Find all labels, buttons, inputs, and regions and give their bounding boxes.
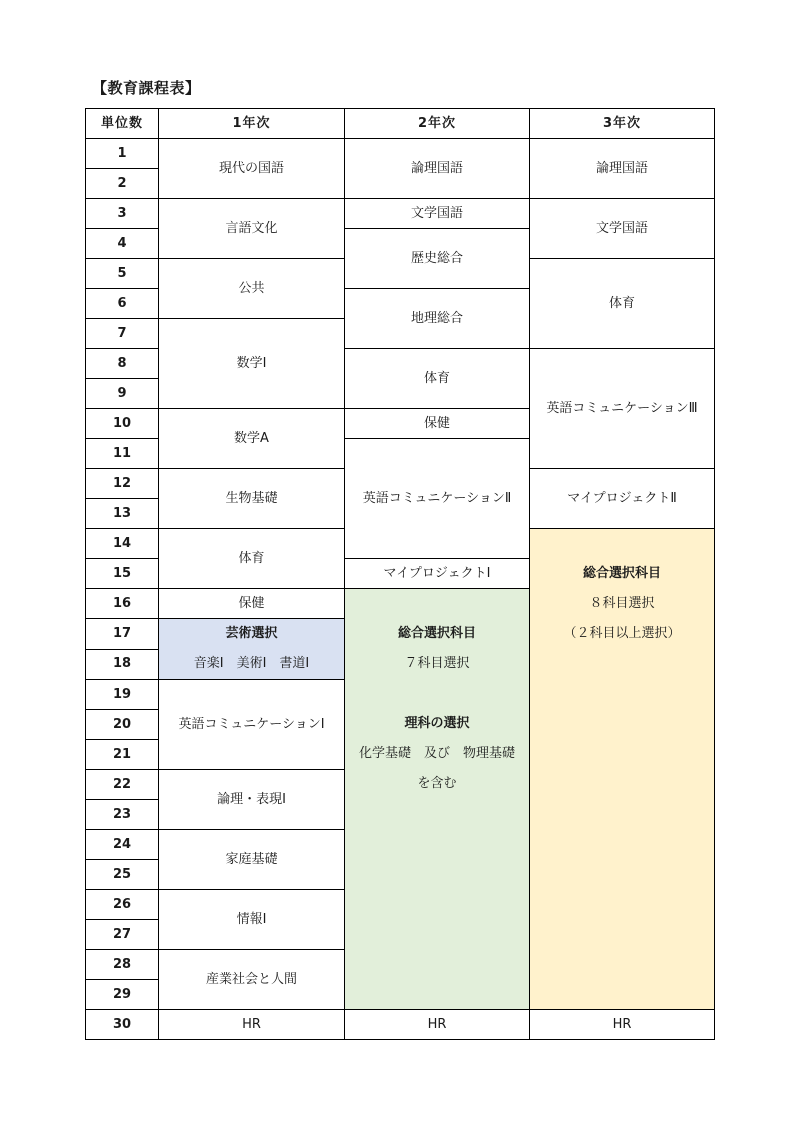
unit-number: 14 xyxy=(86,529,159,559)
y1-art-title: 芸術選択 xyxy=(225,626,278,641)
y2-hoken: 保健 xyxy=(345,409,530,439)
unit-number: 17 xyxy=(86,619,159,650)
unit-number: 6 xyxy=(86,289,159,319)
y3-taiiku: 体育 xyxy=(530,259,715,349)
unit-number: 4 xyxy=(86,229,159,259)
y3-bungaku-kokugo: 文学国語 xyxy=(530,199,715,259)
header-units: 単位数 xyxy=(86,109,159,139)
y2-rekishi-sogo: 歴史総合 xyxy=(345,229,530,289)
y1-art-options: 音楽Ⅰ 美術Ⅰ 書道Ⅰ xyxy=(193,656,310,671)
y2-elective-count: ７科目選択 xyxy=(404,656,470,671)
header-row xyxy=(86,109,715,139)
y1-ronri-hyogen-1: 論理・表現Ⅰ xyxy=(159,770,345,830)
unit-number: 19 xyxy=(86,680,159,710)
y2-elective-block xyxy=(345,589,530,1010)
y2-elective-title: 総合選択科目 xyxy=(397,626,476,641)
y2-my-project-1: マイプロジェクトⅠ xyxy=(345,559,530,589)
y3-ronri-kokugo: 論理国語 xyxy=(530,139,715,199)
y3-elective-count: ８科目選択 xyxy=(589,596,655,611)
y3-my-project-2: マイプロジェクトⅡ xyxy=(530,469,715,529)
y1-gendai-kokugo: 現代の国語 xyxy=(159,139,345,199)
unit-number: 2 xyxy=(86,169,159,199)
y3-elective-title: 総合選択科目 xyxy=(582,566,661,581)
unit-number: 25 xyxy=(86,860,159,890)
unit-number: 13 xyxy=(86,499,159,529)
header-year1: 1年次 xyxy=(159,109,345,139)
y2-ronri-kokugo: 論理国語 xyxy=(345,139,530,199)
unit-number: 11 xyxy=(86,439,159,469)
unit-number: 24 xyxy=(86,830,159,860)
unit-number: 22 xyxy=(86,770,159,800)
y1-gengo-bunka: 言語文化 xyxy=(159,199,345,259)
y1-joho-1: 情報Ⅰ xyxy=(159,890,345,950)
y2-taiiku: 体育 xyxy=(345,349,530,409)
y1-sugaku-a: 数学A xyxy=(159,409,345,469)
y2-eigo-communication-2: 英語コミュニケーションⅡ xyxy=(345,439,530,559)
header-year2: 2年次 xyxy=(345,109,530,139)
curriculum-table xyxy=(85,108,715,1040)
y1-sugaku-1: 数学Ⅰ xyxy=(159,319,345,409)
unit-number: 7 xyxy=(86,319,159,349)
unit-number: 30 xyxy=(86,1010,159,1040)
y2-hr: HR xyxy=(345,1010,530,1040)
unit-number: 21 xyxy=(86,740,159,770)
y1-katei-kiso: 家庭基礎 xyxy=(159,830,345,890)
unit-number: 28 xyxy=(86,950,159,980)
unit-number: 5 xyxy=(86,259,159,289)
y2-science-title: 理科の選択 xyxy=(404,716,470,731)
unit-number: 1 xyxy=(86,139,159,169)
unit-number: 8 xyxy=(86,349,159,379)
document-title: 【教育課程表】 xyxy=(92,79,201,97)
unit-number: 18 xyxy=(86,649,159,680)
unit-number: 10 xyxy=(86,409,159,439)
y3-elective-block xyxy=(530,529,715,1010)
y3-hr: HR xyxy=(530,1010,715,1040)
y3-eigo-communication-3: 英語コミュニケーションⅢ xyxy=(530,349,715,469)
y2-chiri-sogo: 地理総合 xyxy=(345,289,530,349)
y1-seibutsu-kiso: 生物基礎 xyxy=(159,469,345,529)
unit-number: 3 xyxy=(86,199,159,229)
unit-number: 26 xyxy=(86,890,159,920)
unit-number: 15 xyxy=(86,559,159,589)
unit-number: 29 xyxy=(86,980,159,1010)
unit-number: 23 xyxy=(86,800,159,830)
unit-number: 16 xyxy=(86,589,159,619)
y1-sangyo-shakai: 産業社会と人間 xyxy=(159,950,345,1010)
y1-taiiku: 体育 xyxy=(159,529,345,589)
y2-bungaku-kokugo: 文学国語 xyxy=(345,199,530,229)
y1-kokyo: 公共 xyxy=(159,259,345,319)
unit-number: 20 xyxy=(86,710,159,740)
y1-hoken: 保健 xyxy=(159,589,345,619)
unit-number: 12 xyxy=(86,469,159,499)
y1-eigo-communication-1: 英語コミュニケーションⅠ xyxy=(159,680,345,770)
y2-science-line2: を含む xyxy=(417,776,457,791)
y1-hr: HR xyxy=(159,1010,345,1040)
unit-number: 9 xyxy=(86,379,159,409)
y2-science-line1: 化学基礎 及び 物理基礎 xyxy=(358,746,515,761)
y3-elective-note: （２科目以上選択） xyxy=(563,626,681,641)
y1-art-elective xyxy=(159,619,345,680)
unit-number: 27 xyxy=(86,920,159,950)
header-year3: 3年次 xyxy=(530,109,715,139)
